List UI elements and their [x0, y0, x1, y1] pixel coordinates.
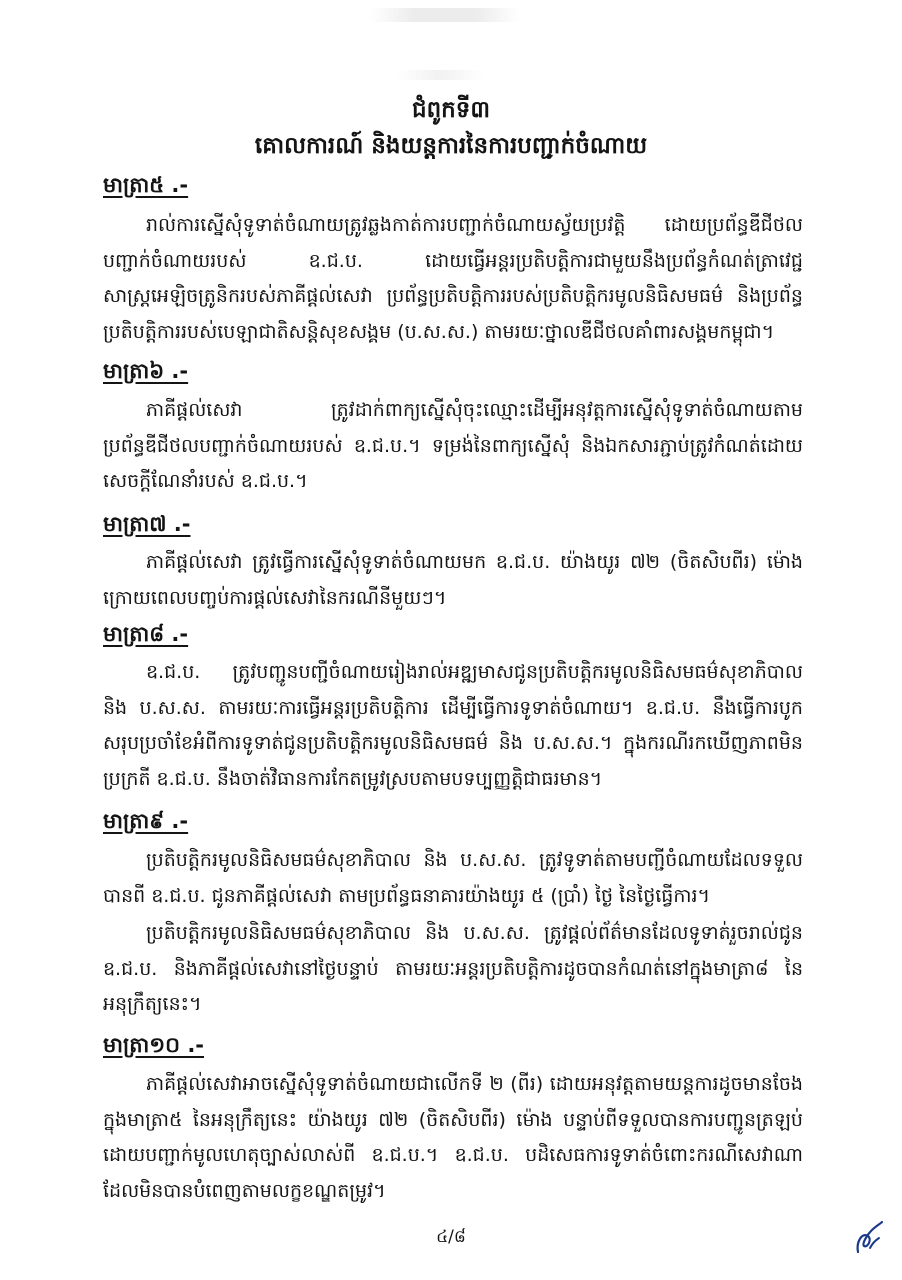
- scan-artifact: [370, 8, 520, 22]
- article-6-paragraph: ភាគីផ្ដល់សេវា ត្រូវដាក់ពាក្យស្នើសុំចុះឈ្មោះដើម្បីអនុវត្តការស្នើសុំទូទាត់ចំណាយតាមប្រព័ន្ធឌីជីថលបញ្ជាក់ចំណាយរបស់ ឧ.ជ.ប.។ ទម្រង់នៃពាក្យស្នើសុំ និងឯកសារភ្ជាប់ត្រូវកំណត់ដោយសេចក្ដីណែនាំរបស់ ឧ.ជ.ប.។: [103, 399, 803, 492]
- page-number: ៤/៨: [436, 1227, 466, 1247]
- article-7-heading: មាត្រា៧ .-: [103, 512, 191, 536]
- article-6-heading: មាត្រា៦ .-: [103, 359, 189, 383]
- chapter-number: ជំពូកទី៣: [411, 97, 491, 123]
- scan-artifact: [395, 70, 485, 80]
- article-9-paragraph-1: ប្រតិបត្តិករមូលនិធិសមធម៌សុខាភិបាល និង ប.ស.ស. ត្រូវទូទាត់តាមបញ្ជីចំណាយដែលទទួលបានពី ឧ.ជ.ប. ជូនភាគីផ្ដល់សេវា តាមប្រព័ន្ធធនាគារយ៉ាងយូរ ៥ (ប្រាំ) ថ្ងៃ នៃថ្ងៃធ្វើការ។: [103, 849, 803, 907]
- article-10-heading: មាត្រា១០ .-: [103, 1033, 205, 1057]
- article-5-paragraph: រាល់ការស្នើសុំទូទាត់ចំណាយត្រូវឆ្លងកាត់ការបញ្ជាក់ចំណាយស្វ័យប្រវត្តិ ដោយប្រព័ន្ធឌីជីថលបញ្ជាក់ចំណាយរបស់ ឧ.ជ.ប. ដោយធ្វើអន្តរប្រតិបត្តិការជាមួយនឹងប្រព័ន្ធកំណត់ត្រាវេជ្ជសាស្ត្រអេឡិចត្រូនិករបស់ភាគីផ្ដល់សេវា ប្រព័ន្ធប្រតិបត្តិការរបស់ប្រតិបត្តិករមូលនិធិសមធម៌ និងប្រព័ន្ធប្រតិបត្តិការរបស់បេឡាជាតិសន្តិសុខសង្គម (ប.ស.ស.) តាមរយៈថ្នាលឌីជីថលគាំពារសង្គមកម្ពុជា។: [103, 214, 803, 343]
- article-5-heading: មាត្រា៥ .-: [103, 173, 189, 197]
- article-7-paragraph: ភាគីផ្ដល់សេវា ត្រូវធ្វើការស្នើសុំទូទាត់ចំណាយមក ឧ.ជ.ប. យ៉ាងយូរ ៧២ (ចិតសិបពីរ) ម៉ោងក្រោយពេលបញ្ចប់ការផ្ដល់សេវានៃករណីនីមួយៗ។: [103, 551, 803, 609]
- article-9-paragraph-2: ប្រតិបត្តិករមូលនិធិសមធម៌សុខាភិបាល និង ប.ស.ស. ត្រូវផ្ដល់ព័ត៌មានដែលទូទាត់រួចរាល់ជូន ឧ.ជ.ប. និងភាគីផ្ដល់សេវានៅថ្ងៃបន្ទាប់ តាមរយៈអន្តរប្រតិបត្តិការដូចបានកំណត់នៅក្នុងមាត្រា៨ នៃអនុក្រឹត្យនេះ។: [103, 922, 803, 1015]
- article-8-paragraph: ឧ.ជ.ប. ត្រូវបញ្ជូនបញ្ជីចំណាយរៀងរាល់អឌ្ឍមាសជូនប្រតិបត្តិករមូលនិធិសមធម៌សុខាភិបាល និង ប.ស.ស. តាមរយៈការធ្វើអន្តរប្រតិបត្តិការ ដើម្បីធ្វើការទូទាត់ចំណាយ។ ឧ.ជ.ប. នឹងធ្វើការបូកសរុបប្រចាំខែអំពីការទូទាត់ជូនប្រតិបត្តិករមូលនិធិសមធម៌ និង ប.ស.ស.។ ក្នុងករណីរកឃើញភាពមិនប្រក្រតី ឧ.ជ.ប. នឹងចាត់វិធានការកែតម្រូវស្របតាមបទប្បញ្ញត្តិជាធរមាន។: [103, 661, 803, 790]
- article-10-paragraph: ភាគីផ្ដល់សេវាអាចស្នើសុំទូទាត់ចំណាយជាលើកទី ២ (ពីរ) ដោយអនុវត្តតាមយន្តការដូចមានចែងក្នុងមាត្រា៥ នៃអនុក្រឹត្យនេះ យ៉ាងយូរ ៧២ (ចិតសិបពីរ) ម៉ោង បន្ទាប់ពីទទួលបានការបញ្ជូនត្រឡប់ដោយបញ្ជាក់មូលហេតុច្បាស់លាស់ពី ឧ.ជ.ប.។ ឧ.ជ.ប. បដិសេធការទូទាត់ចំពោះករណីសេវាណាដែលមិនបានបំពេញតាមលក្ខខណ្ឌតម្រូវ។: [103, 1073, 803, 1202]
- handwritten-initial-mark: [852, 1218, 886, 1258]
- article-8-heading: មាត្រា៨ .-: [103, 622, 189, 646]
- article-9-heading: មាត្រា៩ .-: [103, 809, 189, 833]
- chapter-title: គោលការណ៍ និងយន្តការនៃការបញ្ជាក់ចំណាយ: [254, 133, 648, 159]
